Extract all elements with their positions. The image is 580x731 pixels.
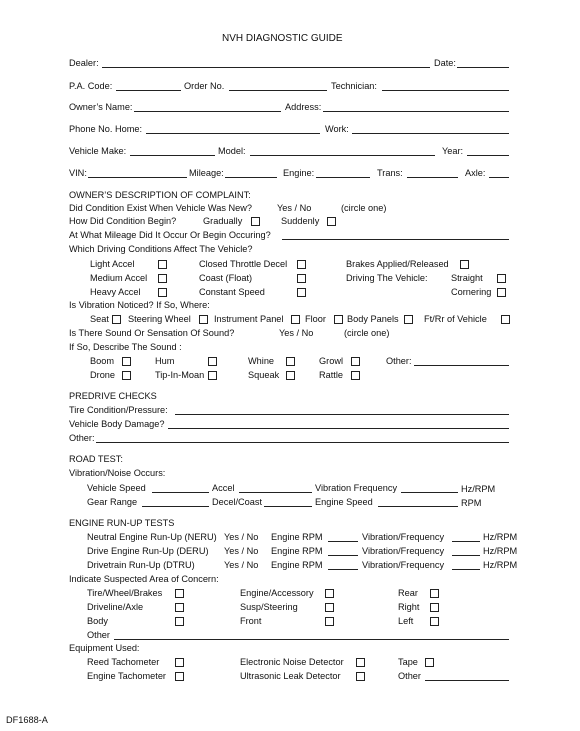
accel-field[interactable]: [239, 492, 312, 493]
dtru-label: Drivetrain Run-Up (DTRU): [87, 560, 195, 570]
deru-vib-freq-label: Vibration/Frequency: [362, 546, 445, 556]
hum-checkbox[interactable]: [208, 357, 217, 366]
vin-label: VIN:: [69, 168, 87, 178]
neru-engine-rpm-field[interactable]: [328, 541, 358, 542]
seat-label: Seat: [90, 314, 109, 324]
heavy-accel-checkbox[interactable]: [158, 288, 167, 297]
instrument-panel-label: Instrument Panel: [214, 314, 284, 324]
mileage-label: Mileage:: [189, 168, 224, 178]
driveline-checkbox[interactable]: [175, 603, 184, 612]
sound-other-label: Other:: [386, 356, 412, 366]
gradually-label: Gradually: [203, 216, 243, 226]
equipment-other-label: Other: [398, 671, 421, 681]
gear-range-label: Gear Range: [87, 497, 138, 507]
deru-engine-rpm-field[interactable]: [328, 555, 358, 556]
sound-other-field[interactable]: [414, 365, 509, 366]
owners-name-label: Owner’s Name:: [69, 102, 133, 112]
date-label: Date:: [434, 58, 456, 68]
light-accel-label: Light Accel: [90, 259, 135, 269]
vehicle-speed-label: Vehicle Speed: [87, 483, 146, 493]
ultrasonic-leak-label: Ultrasonic Leak Detector: [240, 671, 341, 681]
neru-hz-rpm-label: Hz/RPM: [483, 532, 518, 542]
squeak-label: Squeak: [248, 370, 280, 380]
neru-vib-freq-label: Vibration/Frequency: [362, 532, 445, 542]
predrive-other-field[interactable]: [96, 442, 509, 443]
straight-label: Straight: [451, 273, 483, 283]
deru-hz-rpm-label: Hz/RPM: [483, 546, 518, 556]
body-label: Body: [87, 616, 108, 626]
right-checkbox[interactable]: [430, 603, 439, 612]
medium-accel-checkbox[interactable]: [158, 274, 167, 283]
mileage-occur-field[interactable]: [282, 239, 509, 240]
technician-label: Technician:: [331, 81, 377, 91]
circle-one-sound: (circle one): [344, 328, 390, 338]
neru-yes-no[interactable]: Yes / No: [224, 532, 259, 542]
page-title: NVH DIAGNOSTIC GUIDE: [222, 33, 343, 44]
gear-range-field[interactable]: [142, 506, 209, 507]
cornering-checkbox[interactable]: [497, 288, 506, 297]
engine-runup-heading: ENGINE RUN-UP TESTS: [69, 518, 175, 528]
engine-tachometer-checkbox[interactable]: [175, 672, 184, 681]
driveline-label: Driveline/Axle: [87, 602, 144, 612]
boom-checkbox[interactable]: [122, 357, 131, 366]
instrument-panel-checkbox[interactable]: [291, 315, 300, 324]
boom-label: Boom: [90, 356, 115, 366]
hum-label: Hum: [155, 356, 175, 366]
area-other-label: Other: [87, 630, 110, 640]
brakes-checkbox[interactable]: [460, 260, 469, 269]
q-sound: Is There Sound Or Sensation Of Sound?: [69, 328, 235, 338]
drone-label: Drone: [90, 370, 116, 380]
steering-wheel-label: Steering Wheel: [128, 314, 191, 324]
gradually-checkbox[interactable]: [251, 217, 260, 226]
owners-name-field[interactable]: [134, 111, 281, 112]
yes-no-sound[interactable]: Yes / No: [279, 328, 314, 338]
complaint-heading: OWNER’S DESCRIPTION OF COMPLAINT:: [69, 190, 251, 200]
pa-code-field[interactable]: [116, 90, 181, 91]
coast-checkbox[interactable]: [297, 274, 306, 283]
cornering-label: Cornering: [451, 287, 492, 297]
model-field[interactable]: [250, 155, 435, 156]
vin-field[interactable]: [88, 177, 187, 178]
tape-label: Tape: [398, 657, 418, 667]
floor-checkbox[interactable]: [334, 315, 343, 324]
order-no-field[interactable]: [229, 90, 327, 91]
dtru-hz-rpm-label: Hz/RPM: [483, 560, 518, 570]
mileage-field[interactable]: [225, 177, 277, 178]
predrive-heading: PREDRIVE CHECKS: [69, 391, 157, 401]
date-field[interactable]: [457, 67, 509, 68]
squeak-checkbox[interactable]: [286, 371, 295, 380]
left-label: Left: [398, 616, 414, 626]
yes-no-new[interactable]: Yes / No: [277, 203, 312, 213]
tire-condition-label: Tire Condition/Pressure:: [69, 405, 168, 415]
whine-checkbox[interactable]: [286, 357, 295, 366]
growl-label: Growl: [319, 356, 343, 366]
q-mileage-occur: At What Mileage Did It Occur Or Begin Occuring?: [69, 230, 271, 240]
work-field[interactable]: [352, 133, 509, 134]
suddenly-checkbox[interactable]: [327, 217, 336, 226]
deru-label: Drive Engine Run-Up (DERU): [87, 546, 209, 556]
tire-wheel-label: Tire/Wheel/Brakes: [87, 588, 163, 598]
susp-steering-checkbox[interactable]: [325, 603, 334, 612]
area-other-field[interactable]: [114, 639, 509, 640]
engine-accessory-label: Engine/Accessory: [240, 588, 314, 598]
tire-wheel-checkbox[interactable]: [175, 589, 184, 598]
rear-checkbox[interactable]: [430, 589, 439, 598]
vehicle-make-label: Vehicle Make:: [69, 146, 127, 156]
light-accel-checkbox[interactable]: [158, 260, 167, 269]
dtru-vib-freq-field[interactable]: [452, 569, 480, 570]
vehicle-speed-field[interactable]: [152, 492, 209, 493]
tip-in-moan-checkbox[interactable]: [208, 371, 217, 380]
q-condition-new: Did Condition Exist When Vehicle Was New?: [69, 203, 252, 213]
body-panels-label: Body Panels: [347, 314, 399, 324]
rattle-label: Rattle: [319, 370, 344, 380]
dtru-vib-freq-label: Vibration/Frequency: [362, 560, 445, 570]
axle-label: Axle:: [465, 168, 486, 178]
constant-speed-label: Constant Speed: [199, 287, 265, 297]
dtru-yes-no[interactable]: Yes / No: [224, 560, 259, 570]
road-hz-rpm-label: Hz/RPM: [461, 484, 496, 494]
closed-throttle-checkbox[interactable]: [297, 260, 306, 269]
electronic-noise-checkbox[interactable]: [356, 658, 365, 667]
deru-yes-no[interactable]: Yes / No: [224, 546, 259, 556]
circle-one-note: (circle one): [341, 203, 387, 213]
seat-checkbox[interactable]: [112, 315, 121, 324]
dealer-field[interactable]: [102, 67, 430, 68]
vehicle-make-field[interactable]: [130, 155, 215, 156]
year-field[interactable]: [467, 155, 509, 156]
ft-rr-label: Ft/Rr of Vehicle: [424, 314, 487, 324]
phone-home-field[interactable]: [146, 133, 320, 134]
road-rpm-label: RPM: [461, 498, 482, 508]
equipment-heading: Equipment Used:: [69, 643, 140, 653]
heavy-accel-label: Heavy Accel: [90, 287, 141, 297]
left-checkbox[interactable]: [430, 617, 439, 626]
form-code: DF1688-A: [6, 715, 48, 725]
pa-code-label: P.A. Code:: [69, 81, 113, 91]
engine-speed-label: Engine Speed: [315, 497, 373, 507]
growl-checkbox[interactable]: [351, 357, 360, 366]
trans-field[interactable]: [407, 177, 458, 178]
front-label: Front: [240, 616, 262, 626]
deru-vib-freq-field[interactable]: [452, 555, 480, 556]
engine-speed-field[interactable]: [378, 506, 458, 507]
engine-field[interactable]: [316, 177, 370, 178]
q-driving-conditions: Which Driving Conditions Affect The Vehicle?: [69, 244, 253, 254]
suddenly-label: Suddenly: [281, 216, 320, 226]
indicate-area-label: Indicate Suspected Area of Concern:: [69, 574, 219, 584]
tip-in-moan-label: Tip-In-Moan: [155, 370, 205, 380]
address-label: Address:: [285, 102, 322, 112]
neru-label: Neutral Engine Run-Up (NERU): [87, 532, 217, 542]
brakes-label: Brakes Applied/Released: [346, 259, 449, 269]
reed-tachometer-label: Reed Tachometer: [87, 657, 160, 667]
tire-condition-field[interactable]: [175, 414, 509, 415]
engine-tachometer-label: Engine Tachometer: [87, 671, 166, 681]
vibration-frequency-label: Vibration Frequency: [315, 483, 398, 493]
right-label: Right: [398, 602, 420, 612]
steering-wheel-checkbox[interactable]: [199, 315, 208, 324]
phone-home-label: Phone No. Home:: [69, 124, 143, 134]
predrive-other-label: Other:: [69, 433, 95, 443]
q-vibration: Is Vibration Noticed? If So, Where:: [69, 300, 210, 310]
trans-label: Trans:: [377, 168, 403, 178]
body-damage-field[interactable]: [168, 428, 509, 429]
q-condition-begin: How Did Condition Begin?: [69, 216, 177, 226]
drone-checkbox[interactable]: [122, 371, 131, 380]
driving-vehicle-label: Driving The Vehicle:: [346, 273, 428, 283]
q-describe-sound: If So, Describe The Sound :: [69, 342, 182, 352]
dtru-engine-rpm-field[interactable]: [328, 569, 358, 570]
whine-label: Whine: [248, 356, 275, 366]
vibration-frequency-field[interactable]: [401, 492, 458, 493]
order-no-label: Order No.: [184, 81, 225, 91]
reed-tachometer-checkbox[interactable]: [175, 658, 184, 667]
technician-field[interactable]: [382, 90, 509, 91]
body-panels-checkbox[interactable]: [404, 315, 413, 324]
electronic-noise-label: Electronic Noise Detector: [240, 657, 344, 667]
model-label: Model:: [218, 146, 246, 156]
floor-label: Floor: [305, 314, 326, 324]
year-label: Year:: [442, 146, 464, 156]
tape-checkbox[interactable]: [425, 658, 434, 667]
susp-steering-label: Susp/Steering: [240, 602, 298, 612]
constant-speed-checkbox[interactable]: [297, 288, 306, 297]
dtru-engine-rpm-label: Engine RPM: [271, 560, 323, 570]
neru-engine-rpm-label: Engine RPM: [271, 532, 323, 542]
medium-accel-label: Medium Accel: [90, 273, 148, 283]
front-checkbox[interactable]: [325, 617, 334, 626]
address-field[interactable]: [323, 111, 509, 112]
neru-vib-freq-field[interactable]: [452, 541, 480, 542]
axle-field[interactable]: [489, 177, 509, 178]
ft-rr-checkbox[interactable]: [501, 315, 510, 324]
decel-coast-label: Decel/Coast: [212, 497, 263, 507]
straight-checkbox[interactable]: [497, 274, 506, 283]
deru-engine-rpm-label: Engine RPM: [271, 546, 323, 556]
body-damage-label: Vehicle Body Damage?: [69, 419, 165, 429]
closed-throttle-label: Closed Throttle Decel: [199, 259, 288, 269]
dealer-label: Dealer:: [69, 58, 99, 68]
engine-label: Engine:: [283, 168, 315, 178]
road-test-heading: ROAD TEST:: [69, 454, 123, 464]
work-label: Work:: [325, 124, 349, 134]
accel-label: Accel: [212, 483, 235, 493]
coast-label: Coast (Float): [199, 273, 253, 283]
rear-label: Rear: [398, 588, 418, 598]
equipment-other-field[interactable]: [425, 680, 509, 681]
ultrasonic-leak-checkbox[interactable]: [356, 672, 365, 681]
rattle-checkbox[interactable]: [351, 371, 360, 380]
decel-coast-field[interactable]: [264, 506, 312, 507]
vibration-occurs-label: Vibration/Noise Occurs:: [69, 468, 166, 478]
engine-accessory-checkbox[interactable]: [325, 589, 334, 598]
body-checkbox[interactable]: [175, 617, 184, 626]
